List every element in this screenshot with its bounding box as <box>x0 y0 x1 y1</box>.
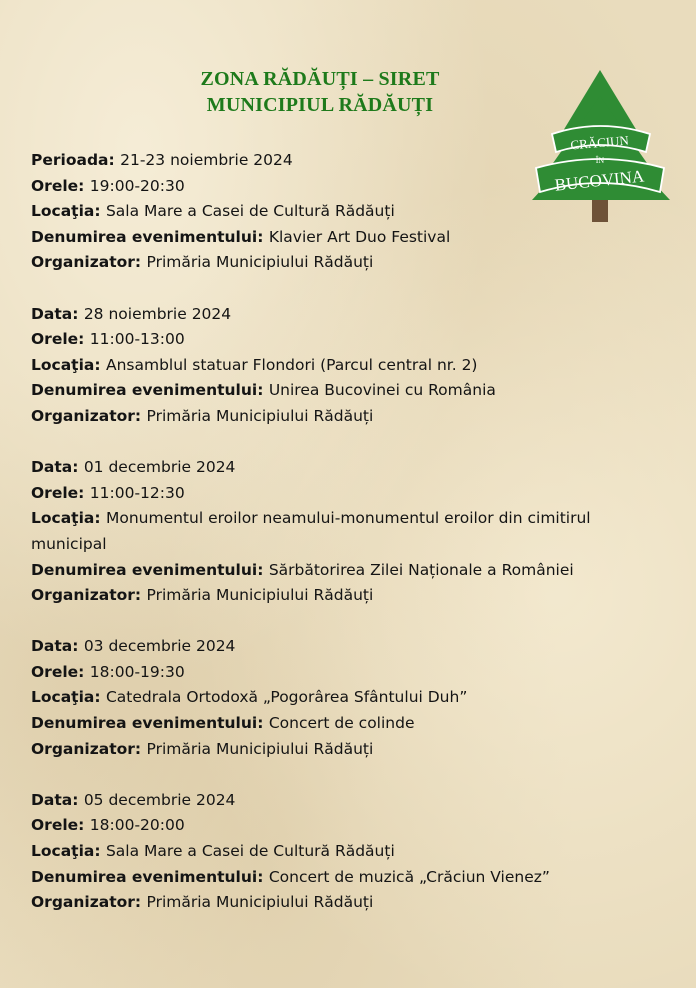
location-value: Monumentul eroilor neamului-monumentul eroilor din cimitirul municipal <box>31 509 591 553</box>
event-location-row: Locaţia: Catedrala Ortodoxă „Pogorârea Sfântului Duh” <box>31 688 468 707</box>
event-organizer-row: Organizator: Primăria Municipiului Rădăuți <box>31 893 374 912</box>
organizer-value: Primăria Municipiului Rădăuți <box>146 739 374 758</box>
date-value: 21-23 noiembrie 2024 <box>120 151 293 169</box>
time-value: 11:00-12:30 <box>89 483 185 502</box>
event-location-row: Locaţia: Monumentul eroilor neamului-monumentul eroilor din cimitirul municipal <box>31 509 591 553</box>
event-item <box>31 148 671 276</box>
event-date-row: Data: 05 decembrie 2024 <box>31 790 236 809</box>
event-time-row: Orele: 19:00-20:30 <box>31 176 185 195</box>
time-label: Orele <box>31 176 79 195</box>
organizer-value: Primăria Municipiului Rădăuți <box>146 893 374 912</box>
name-value: Concert de muzică „Crăciun Vienez” <box>268 867 550 886</box>
event-location-row: Locaţia: Sala Mare a Casei de Cultură Rădăuți <box>31 202 395 221</box>
time-value: 18:00-19:30 <box>89 662 185 681</box>
events-list <box>31 148 671 941</box>
event-time-row: Orele: 11:00-13:00 <box>31 330 185 349</box>
event-name-row: Denumirea evenimentului: Klavier Art Duo Festival <box>31 227 451 246</box>
location-label: Locaţia <box>31 688 95 707</box>
location-value: Sala Mare a Casei de Cultură Rădăuți <box>105 202 395 221</box>
time-label: Orele <box>31 662 79 681</box>
event-organizer-row: Organizator: Primăria Municipiului Rădăuți <box>31 586 374 605</box>
event-item <box>31 788 671 916</box>
date-value: 01 decembrie 2024 <box>83 458 236 477</box>
event-organizer-row: Organizator: Primăria Municipiului Rădăuți <box>31 406 374 425</box>
organizer-label: Organizator <box>31 739 135 758</box>
location-value: Sala Mare a Casei de Cultură Rădăuți <box>105 842 395 861</box>
event-date-row: Data: 03 decembrie 2024 <box>31 637 236 656</box>
logo-text-bucovina: BUCOVINA <box>553 166 646 195</box>
location-label: Locaţia <box>31 509 95 528</box>
event-item <box>31 634 671 762</box>
time-label: Orele <box>31 483 79 502</box>
title-line-municipality: MUNICIPIUL RĂDĂUȚI <box>206 94 434 116</box>
time-value: 19:00-20:30 <box>89 176 185 195</box>
time-value: 18:00-20:00 <box>89 816 185 835</box>
event-name-row: Denumirea evenimentului: Sărbătorirea Zilei Naționale a României <box>31 560 574 579</box>
organizer-value: Primăria Municipiului Rădăuți <box>146 586 374 605</box>
name-label: Denumirea evenimentului <box>31 714 258 733</box>
date-label: Data <box>31 458 73 477</box>
date-label: Data <box>31 304 73 323</box>
name-label: Denumirea evenimentului <box>31 560 258 579</box>
event-location-row: Locaţia: Sala Mare a Casei de Cultură Rădăuți <box>31 842 395 861</box>
date-value: 28 noiembrie 2024 <box>83 304 232 323</box>
date-label: Data <box>31 790 73 809</box>
event-location-row: Locaţia: Ansamblul statuar Flondori (Parcul central nr. 2) <box>31 355 478 374</box>
event-name-row: Denumirea evenimentului: Unirea Bucovinei cu România <box>31 381 496 400</box>
location-label: Locaţia <box>31 355 95 374</box>
time-value: 11:00-13:00 <box>89 330 185 349</box>
event-time-row: Orele: 18:00-19:30 <box>31 662 185 681</box>
name-value: Sărbătorirea Zilei Naționale a României <box>268 560 574 579</box>
organizer-value: Primăria Municipiului Rădăuți <box>146 406 374 425</box>
name-value: Unirea Bucovinei cu România <box>268 381 496 400</box>
organizer-label: Organizator <box>31 406 135 425</box>
date-value: 03 decembrie 2024 <box>83 637 236 656</box>
name-label: Denumirea evenimentului <box>31 381 258 400</box>
location-label: Locaţia <box>31 842 95 861</box>
name-label: Denumirea evenimentului <box>31 867 258 886</box>
title-line-zone: ZONA RĂDĂUȚI – SIRET <box>200 68 440 90</box>
name-label: Denumirea evenimentului <box>31 227 258 246</box>
organizer-label: Organizator <box>31 893 135 912</box>
event-organizer-row: Organizator: Primăria Municipiului Rădăuți <box>31 739 374 758</box>
name-value: Klavier Art Duo Festival <box>268 227 451 246</box>
location-label: Locaţia <box>31 202 95 221</box>
event-item <box>31 455 671 609</box>
event-item <box>31 302 671 430</box>
location-value: Ansamblul statuar Flondori (Parcul central nr. 2) <box>105 355 478 374</box>
organizer-label: Organizator <box>31 253 135 272</box>
date-value: 05 decembrie 2024 <box>83 790 236 809</box>
organizer-value: Primăria Municipiului Rădăuți <box>146 253 374 272</box>
time-label: Orele <box>31 816 79 835</box>
event-date-row: Data: 28 noiembrie 2024 <box>31 304 232 323</box>
name-value: Concert de colinde <box>268 714 415 733</box>
logo-text-craciun: CRĂCIUN <box>569 132 630 153</box>
event-time-row: Orele: 11:00-12:30 <box>31 483 185 502</box>
organizer-label: Organizator <box>31 586 135 605</box>
event-organizer-row: Organizator: Primăria Municipiului Rădăuți <box>31 253 374 272</box>
location-value: Catedrala Ortodoxă „Pogorârea Sfântului Duh” <box>105 688 468 707</box>
date-label: Perioada <box>31 151 109 169</box>
event-name-row: Denumirea evenimentului: Concert de muzică „Crăciun Vienez” <box>31 867 550 886</box>
event-date-row: Perioada: 21-23 noiembrie 2024 <box>31 151 293 169</box>
logo-text-in: ÎN <box>595 156 605 165</box>
time-label: Orele <box>31 330 79 349</box>
date-label: Data <box>31 637 73 656</box>
event-time-row: Orele: 18:00-20:00 <box>31 816 185 835</box>
event-name-row: Denumirea evenimentului: Concert de colinde <box>31 714 415 733</box>
event-date-row: Data: 01 decembrie 2024 <box>31 458 236 477</box>
